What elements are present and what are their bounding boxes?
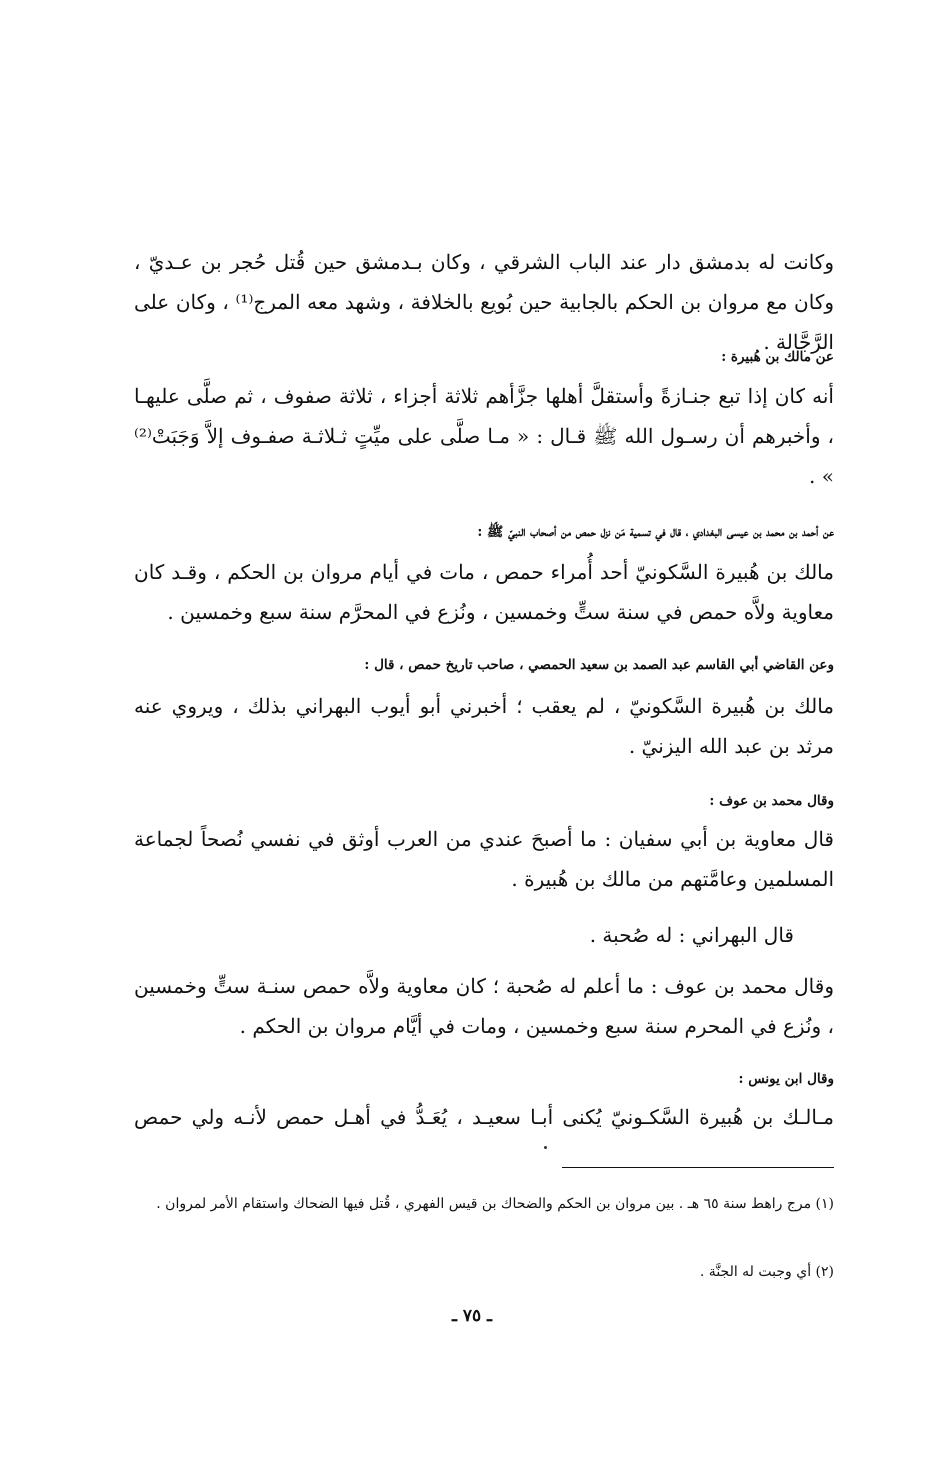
paragraph-no-descendants: مالك بن هُبيرة السَّكونيّ ، لم يعقب ؛ أخبرني أبو أيوب البهراني بذلك ، ويروي عنه مرثد بن عبد الله اليزنيّ .: [134, 694, 834, 758]
footnote-1: (١) مرج راهط سنة ٦٥ هـ . بين مروان بن الحكم والضحاك بن قيس الفهري ، قُتل فيها الضحاك واستقام الأمر لمروان .: [156, 1196, 834, 1212]
heading-muhammad-ibn-awf: وقال محمد بن عوف :: [709, 793, 834, 809]
footnote-separator: [562, 1167, 834, 1168]
footnote-2: (٢) أي وجبت له الجنَّة .: [699, 1264, 834, 1280]
heading-qadi-abu-al-qasim: وعن القاضي أبي القاسم عبد الصمد بن سعيد الحمصي ، صاحب تاريخ حمص ، قال :: [364, 657, 834, 673]
paragraph-muawiya-quote: قال معاوية بن أبي سفيان : ما أصبحَ عندي من العرب أوثق في نفسي نُصحاً لجماعة المسلمين وعامَّتهم من مالك بن هُبيرة .: [134, 827, 834, 891]
paragraph-ibn-yunus: مـالـك بن هُبيرة السَّكـونيّ يُكنى أبـا سعيـد ، يُعَـدُّ في أهـل حمص لأنـه ولي حمص: [134, 1105, 834, 1129]
heading-ibn-yunus: وقال ابن يونس :: [738, 1071, 834, 1087]
stray-mark: [544, 1146, 547, 1149]
page-number: ـ ٧٥ ـ: [451, 1306, 493, 1326]
heading-ahmad-al-baghdadi: عن أحمد بن محمد بن عيسى البغدادي ، قال في تسمية مَن نزل حمص من أصحاب النبيّ ﷺ :: [477, 524, 834, 540]
paragraph-bahrani: قال البهراني : له صُحبة .: [589, 923, 794, 947]
paragraph-emir-of-homs: مالك بن هُبيرة السَّكونيّ أحد أُمراء حمص ، مات في أيام مروان بن الحكم ، وقـد كان معاوية ولاَّه حمص في سنة ستٍّ وخمسين ، ونُزع في المحرَّم سنة سبع وخمسين .: [134, 560, 834, 624]
heading-malik-ibn-hubayra: عن مالك بن هُبيرة :: [721, 349, 834, 365]
paragraph-muhammad-ibn-awf: وقال محمد بن عوف : ما أعلم له صُحبة ؛ كان معاوية ولاَّه حمص سنـة ستٍّ وخمسين ، ونُزع في المحرم سنة سبع وخمسين ، ومات في أيَّام مروان بن الحكم .: [134, 974, 834, 1038]
paragraph-funeral: أنه كان إذا تبع جنـازةً وأستقلَّ أهلها جزَّأهم ثلاثة أجزاء ، ثلاثة صفوف ، ثم صلَّى عليهـا ، وأخبرهم أن رسـول الله ﷺ قـال : « مـا صلَّى على ميِّتٍ ثـلاثـة صفـوف إلاَّ وَجَبَتْ⁽²⁾ » .: [134, 384, 834, 488]
paragraph-intro: وكانت له بدمشق دار عند الباب الشرقي ، وكان بـدمشق حين قُتل حُجر بن عـديّ ، وكان مع مروان بن الحكم بالجابية حين بُويع بالخلافة ، وشهد معه المرج⁽¹⁾ ، وكان على الرَّجَّالة .: [134, 250, 835, 354]
